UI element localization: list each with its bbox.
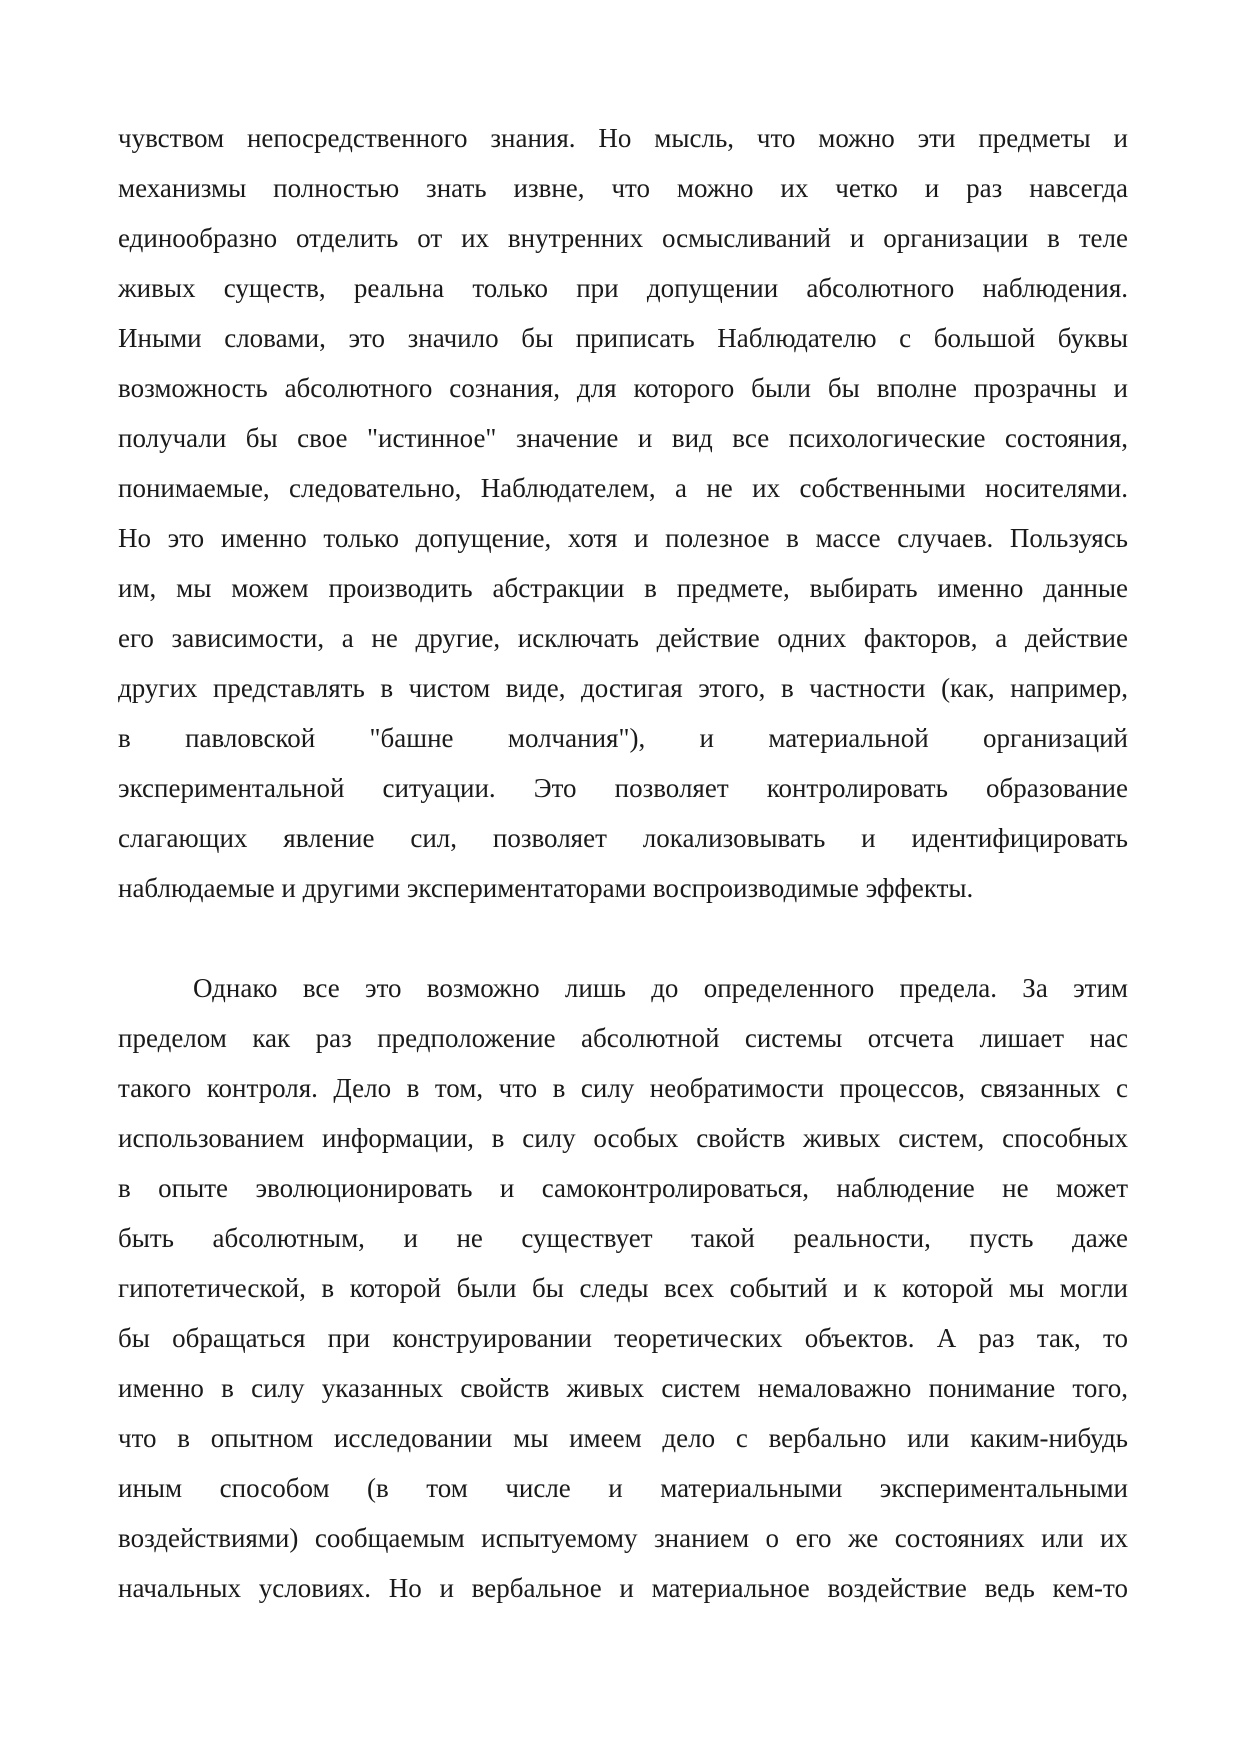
text-line: что в опытном исследовании мы имеем дело с вербально или каким-нибудь [118,1423,1128,1453]
text-line: такого контроля. Дело в том, что в силу необратимости процессов, связанных с [118,1073,1128,1103]
text-line: других представлять в чистом виде, достигая этого, в частности (как, например, [118,673,1128,703]
text-line: воздействиями) сообщаемым испытуемому знанием о его же состояниях или их [118,1523,1128,1553]
text-line: наблюдаемые и другими экспериментаторами воспроизводимые эффекты. [118,873,974,903]
text-line: гипотетической, в которой были бы следы всех событий и к которой мы могли [118,1273,1128,1303]
text-line: возможность абсолютного сознания, для которого были бы вполне прозрачны и [118,373,1128,403]
text-line: использованием информации, в силу особых свойств живых систем, способных [118,1123,1128,1153]
text-line: именно в силу указанных свойств живых систем немаловажно понимание того, [118,1373,1128,1403]
text-line: бы обращаться при конструировании теоретических объектов. А раз так, то [118,1323,1128,1353]
text-line: единообразно отделить от их внутренних осмысливаний и организации в теле [118,223,1128,253]
text-line: живых существ, реальна только при допущении абсолютного наблюдения. [118,273,1128,303]
paragraph-2 [118,963,1128,1613]
text-line: получали бы свое "истинное" значение и вид все психологические состояния, [118,423,1128,453]
text-line: в павловской "башне молчания"), и материальной организаций [118,723,1128,753]
text-line: его зависимости, а не другие, исключать действие одних факторов, а действие [118,623,1128,653]
text-line: быть абсолютным, и не существует такой реальности, пусть даже [118,1223,1128,1253]
text-line: Иными словами, это значило бы приписать Наблюдателю с большой буквы [118,323,1128,353]
text-line: Но это именно только допущение, хотя и полезное в массе случаев. Пользуясь [118,523,1128,553]
text-line: механизмы полностью знать извне, что можно их четко и раз навсегда [118,173,1128,203]
text-line: чувством непосредственного знания. Но мысль, что можно эти предметы и [118,123,1128,153]
text-line: пределом как раз предположение абсолютной системы отсчета лишает нас [118,1023,1128,1053]
text-line: слагающих явление сил, позволяет локализовывать и идентифицировать [118,823,1128,853]
paragraph-1 [118,113,1128,913]
text-line: им, мы можем производить абстракции в предмете, выбирать именно данные [118,573,1128,603]
text-line: начальных условиях. Но и вербальное и материальное воздействие ведь кем-то [118,1573,1128,1603]
text-line: в опыте эволюционировать и самоконтролироваться, наблюдение не может [118,1173,1128,1203]
text-line: Однако все это возможно лишь до определенного предела. За этим [193,973,1128,1003]
text-line: экспериментальной ситуации. Это позволяет контролировать образование [118,773,1128,803]
text-line: понимаемые, следовательно, Наблюдателем, а не их собственными носителями. [118,473,1128,503]
text-line: иным способом (в том числе и материальными экспериментальными [118,1473,1128,1503]
